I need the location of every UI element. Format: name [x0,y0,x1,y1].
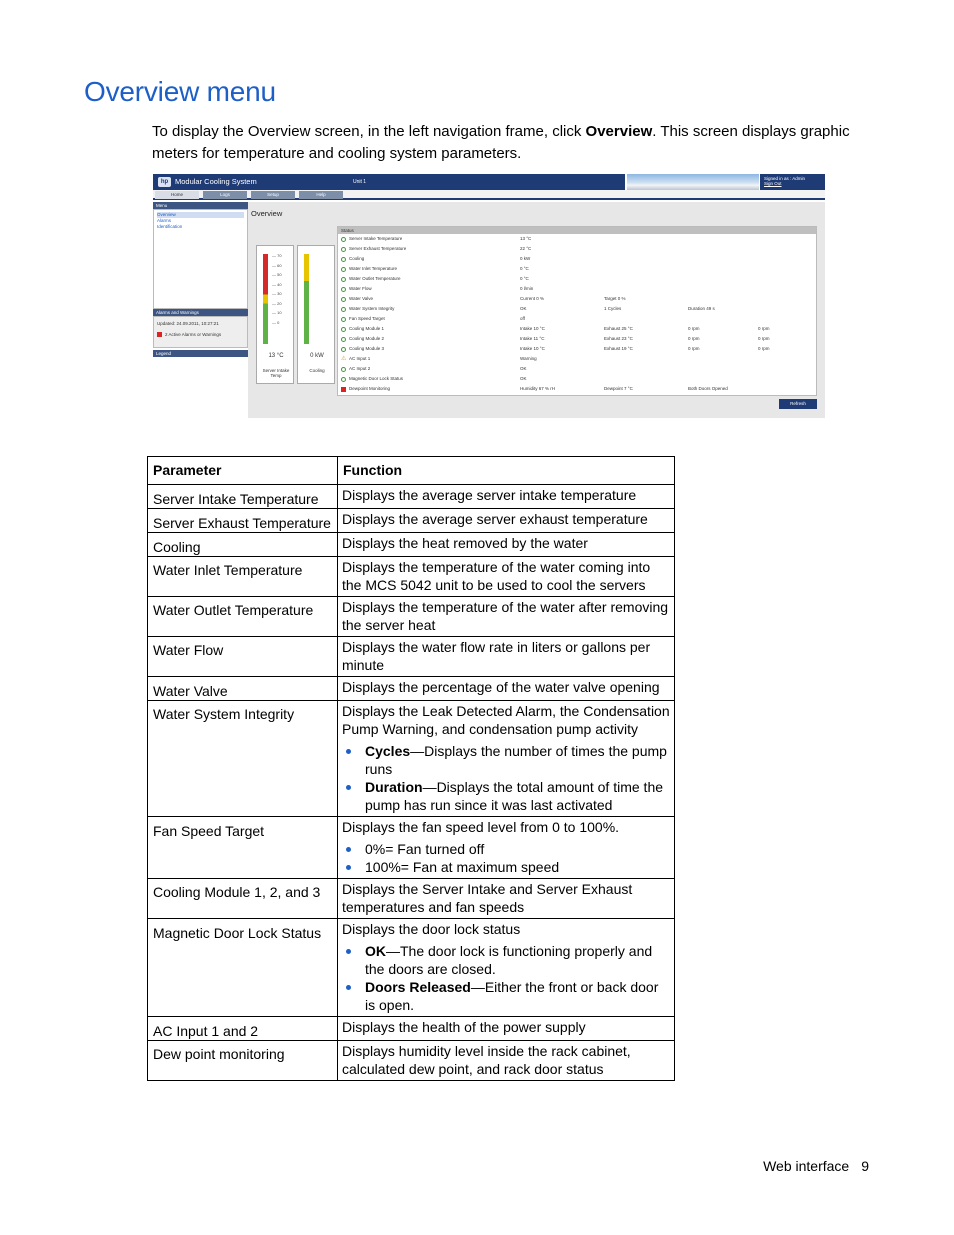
status-cell-name: Cooling Module 2 [349,336,385,341]
status-row [338,284,816,294]
menu-header: Menu [153,202,248,209]
status-cell-c1: 0 °C [520,266,529,271]
status-cell-c1: Intake 11 °C [520,336,545,341]
ok-status-icon [341,307,346,312]
status-row [338,244,816,254]
status-cell-name: Magnetic Door Lock Status [349,376,404,381]
status-cell-c4: 0 rpm [758,346,770,351]
status-cell-c1: 0 kW [520,256,531,261]
bullet-term: Duration [365,779,423,795]
parameter-table [147,456,675,1081]
table-row [148,879,675,919]
status-cell-c3: 0 rpm [688,326,700,331]
table-row [148,637,675,677]
parameter-cell: Cooling [148,533,338,557]
ok-status-icon [341,237,346,242]
status-cell-c4: 0 rpm [758,326,770,331]
meter-tick-label: — 50 [272,272,282,277]
status-cell-name: Cooling Module 1 [349,326,385,331]
signed-in-label: Signed in as : Admin [764,176,806,181]
function-cell [338,557,675,597]
ok-status-icon [341,297,346,302]
function-text: Displays the door lock status [342,921,521,937]
menu-item-identification[interactable]: Identification [157,224,183,229]
app-title-bar [153,174,625,190]
overview-main [248,202,825,418]
header-parameter: Parameter [148,457,338,485]
function-cell [338,817,675,879]
table-row [148,485,675,509]
status-cell-name: AC Input 2 [349,366,371,371]
alarms-header: Alarms and Warnings [153,309,248,316]
status-cell-c2: Dewpoint 7 °C [604,386,633,391]
table-row [148,1017,675,1041]
status-cell-name: Water Valve [349,296,374,301]
intro-overview-term: Overview [585,123,653,140]
ok-status-icon [341,337,346,342]
signed-in-panel [760,174,825,190]
status-cell-name: Server Exhaust Temperature [349,246,407,251]
function-cell [338,533,675,557]
status-row [338,364,816,374]
status-cell-c4: 0 rpm [758,336,770,341]
overview-screenshot [153,174,825,418]
function-text: Displays the heat removed by the water [342,535,588,551]
unit-name: Unit 1 [353,179,367,185]
tab-setup[interactable]: Setup [251,191,295,199]
status-cell-c1: OK [520,376,527,381]
bullet-item [342,742,670,778]
function-cell [338,701,675,817]
status-cell-c2: Exhaust 19 °C [604,346,633,351]
bullet-term: Cycles [365,743,411,759]
table-row [148,1041,675,1081]
intake-temp-meter [256,245,294,384]
status-cell-c1: Intake 10 °C [520,326,545,331]
bullet-term: OK [365,943,386,959]
function-cell [338,677,675,701]
parameter-cell: Water Valve [148,677,338,701]
tab-logs[interactable]: Logs [203,191,247,199]
bullet-item [342,840,670,858]
status-cell-name: Water Inlet Temperature [349,266,398,271]
status-cell-c1: Humidity 67 % rH [520,386,556,391]
status-cell-c2: 1 Cycles [604,306,622,311]
bullet-text: —The door lock is functioning properly and the doors are closed. [365,943,653,977]
refresh-button[interactable]: Refresh [779,399,817,409]
intake-temp-label: Server Intake Temp [262,368,290,378]
status-cell-c2: Exhaust 25 °C [604,326,633,331]
parameter-cell: Water Outlet Temperature [148,597,338,637]
status-cell-c1: off [520,316,525,321]
parameter-cell: Server Intake Temperature [148,485,338,509]
function-cell [338,879,675,919]
table-row [148,533,675,557]
status-cell-c1: Warning [520,356,537,361]
table-header-row [148,457,675,485]
ok-status-icon [341,257,346,262]
bullet-item [342,942,670,978]
parameter-cell: Server Exhaust Temperature [148,509,338,533]
function-text: Displays the temperature of the water coming into the MCS 5042 unit to be used to cool the servers [342,559,651,593]
status-row [338,294,816,304]
meter-tick-label: — 60 [272,262,282,268]
overview-title: Overview [251,209,283,218]
table-row [148,701,675,817]
table-body [148,485,675,1081]
status-cell-c1: Intake 10 °C [520,346,545,351]
bullet-text: —Displays the total amount of time the pump has run since it was last activated [365,779,664,813]
meter-tick-label: — 30 [272,291,282,296]
meter-tick-label: — 70 [272,253,282,258]
ok-status-icon [341,367,346,372]
parameter-cell: Dew point monitoring [148,1041,338,1081]
function-cell [338,1041,675,1081]
ok-status-icon [341,287,346,292]
function-text: Displays the fan speed level from 0 to 100%. [342,819,620,835]
intake-temp-ticks [272,251,282,327]
status-row [338,264,816,274]
status-cell-name: Server Intake Temperature [349,236,403,241]
ok-status-icon [341,267,346,272]
intro-paragraph [152,121,872,165]
alarm-error-icon [157,332,162,337]
bullet-text: 0%= Fan turned off [365,841,485,857]
sign-out-link[interactable]: Sign Out [764,181,782,186]
function-cell [338,637,675,677]
intro-text-before: To display the Overview screen, in the left navigation frame, click [152,123,586,140]
intake-temp-bar [263,254,268,344]
cooling-label: Cooling [309,368,325,373]
hp-logo-icon: hp [158,177,171,187]
bullet-item [342,978,670,1014]
function-text: Displays humidity level inside the rack cabinet, calculated dew point, and rack door status [342,1043,631,1077]
status-row [338,324,816,334]
status-row [338,334,816,344]
status-row [338,314,816,324]
alarms-updated: Updated: 24.09.2011, 10:27:21 [157,321,219,326]
page-number: 9 [861,1158,869,1174]
bullet-text: 100%= Fan at maximum speed [365,859,560,875]
status-cell-c3: 0 rpm [688,336,700,341]
parameter-cell: Water System Integrity [148,701,338,817]
warning-icon: ⚠ [341,356,347,362]
parameter-cell: Water Inlet Temperature [148,557,338,597]
menu-item-alarms[interactable]: Alarms [157,218,172,223]
status-cell-c2: Exhaust 23 °C [604,336,633,341]
table-row [148,817,675,879]
bullet-text: —Either the front or back door is open. [365,979,659,1013]
menu-item-overview[interactable]: Overview [157,212,244,218]
status-cell-c1: OK [520,306,527,311]
meter-tick-label: — 40 [272,281,282,287]
function-text: Displays the average server exhaust temperature [342,511,648,527]
status-cell-name: Cooling Module 3 [349,346,385,351]
function-bullets [342,840,670,876]
status-cell-c3: Both Doors Opened [688,386,728,391]
table-row [148,919,675,1017]
status-row [338,344,816,354]
parameter-cell: AC Input 1 and 2 [148,1017,338,1041]
header-function: Function [338,457,675,485]
cooling-bar [304,254,309,344]
left-navigation [153,202,248,418]
status-row [338,254,816,264]
table-row [148,597,675,637]
status-row [338,304,816,314]
ok-status-icon [341,277,346,282]
function-text: Displays the percentage of the water valve opening [342,679,660,695]
intro-text-after: . This screen displays graphic meters for temperature and cooling system parameters. [152,123,850,162]
banner-image [627,174,759,190]
function-cell [338,485,675,509]
parameter-cell: Water Flow [148,637,338,677]
meter-tick-label: — 10 [272,310,282,315]
status-row [338,274,816,284]
status-cell-c1: OK [520,366,527,371]
bullet-item [342,778,670,814]
ok-status-icon [341,317,346,322]
function-cell [338,1017,675,1041]
bullet-term: Doors Released [365,979,471,995]
table-row [148,677,675,701]
status-header: Status [338,227,816,234]
function-text: Displays the Leak Detected Alarm, the Condensation Pump Warning, and condensation pump activity [342,703,670,737]
meter-tick-label: — 0 [272,319,280,325]
function-text: Displays the temperature of the water after removing the server heat [342,599,669,633]
status-cell-c3: 0 rpm [688,346,700,351]
cooling-value: 0 kW [310,353,324,359]
tab-home[interactable]: Home [155,191,199,199]
legend-header[interactable]: Legend [153,350,248,357]
status-cell-c1: 0 l/min [520,286,534,291]
function-cell [338,597,675,637]
alarms-panel [153,316,248,348]
cooling-meter [297,245,335,384]
status-panel [337,226,817,396]
app-title: Modular Cooling System [175,177,257,186]
page-footer [763,1158,869,1174]
footer-section: Web interface [763,1158,850,1174]
status-row [338,374,816,384]
tab-help[interactable]: Help [299,191,343,199]
ok-status-icon [341,377,346,382]
function-bullets [342,742,670,814]
function-cell [338,509,675,533]
parameter-cell: Cooling Module 1, 2, and 3 [148,879,338,919]
table-row [148,557,675,597]
page-title: Overview menu [84,76,276,107]
ok-status-icon [341,247,346,252]
function-text: Displays the health of the power supply [342,1019,586,1035]
menu-list [153,209,248,309]
ok-status-icon [341,327,346,332]
status-cell-c1: Current 0 % [520,296,545,301]
intake-temp-value: 13 °C [268,353,284,359]
status-cell-c1: 22 °C [520,246,532,251]
meter-tick-label: — 20 [272,300,282,306]
status-cell-name: Water Outlet Temperature [349,276,401,281]
function-text: Displays the Server Intake and Server Exhaust temperatures and fan speeds [342,881,633,915]
function-text: Displays the water flow rate in liters or gallons per minute [342,639,651,673]
status-cell-name: Dewpoint Monitoring [349,386,391,391]
status-cell-c1: 13 °C [520,236,532,241]
status-rows [338,234,816,394]
status-cell-name: Water Flow [349,286,372,291]
parameter-cell: Fan Speed Target [148,817,338,879]
parameter-cell: Magnetic Door Lock Status [148,919,338,1017]
function-text: Displays the average server intake temperature [342,487,637,503]
status-cell-c3: Duration 49 s [688,306,715,311]
status-cell-c1: 0 °C [520,276,529,281]
active-alarms-link[interactable]: 2 Active Alarms or Warnings [165,332,222,337]
ok-status-icon [341,347,346,352]
status-cell-name: Fan Speed Target [349,316,385,321]
status-row [338,234,816,244]
status-cell-name: Cooling [349,256,365,261]
status-cell-c2: Target 0 % [604,296,626,301]
function-cell [338,919,675,1017]
status-row [338,354,816,364]
nav-tabs [153,190,825,200]
status-cell-name: AC Input 1 [349,356,371,361]
error-icon [341,387,346,392]
bullet-item [342,858,670,876]
function-bullets [342,942,670,1014]
status-row [338,384,816,394]
status-cell-name: Water System Integrity [349,306,395,311]
table-row [148,509,675,533]
bullet-text: —Displays the number of times the pump runs [365,743,667,777]
